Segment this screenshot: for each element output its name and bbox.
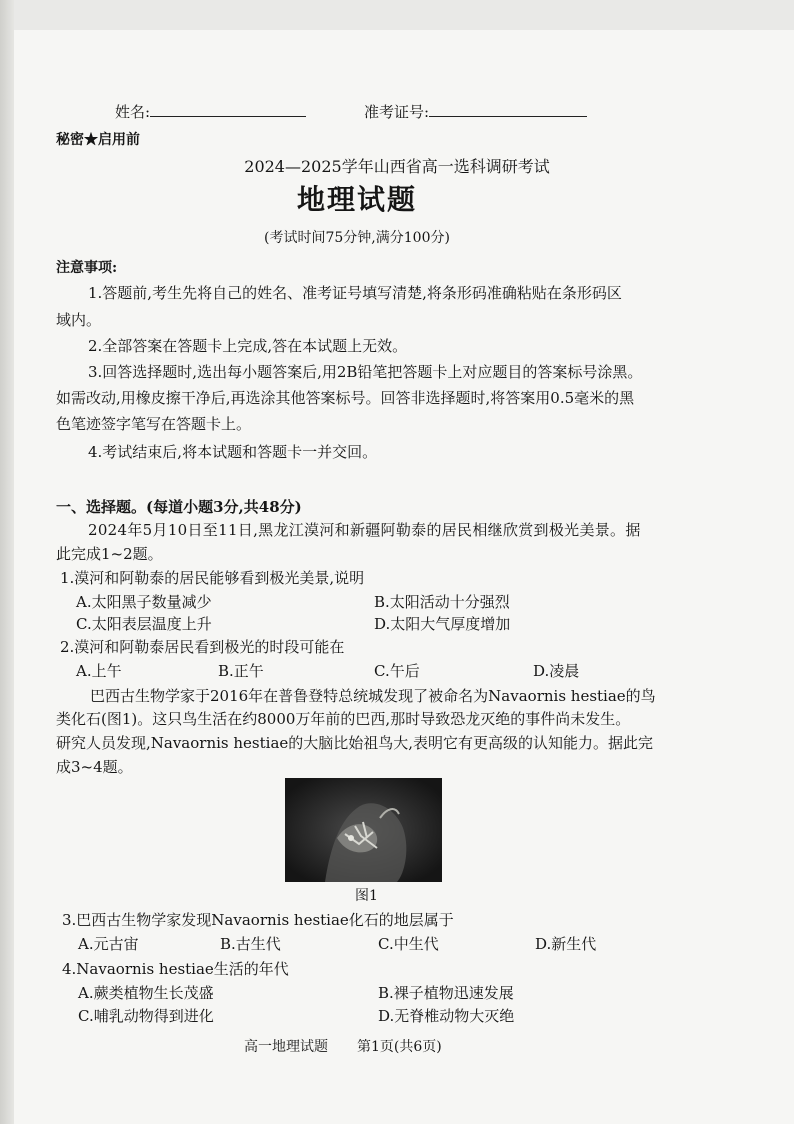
question-3-option-a: A.元古宙: [78, 935, 139, 953]
question-2-stem: 2.漠河和阿勒泰居民看到极光的时段可能在: [60, 638, 345, 656]
passage-2-line-3: 研究人员发现,Navaornis hestiae的大脑比始祖鸟大,表明它有更高级的认知能力。据此完: [56, 734, 654, 752]
question-2-option-a: A.上午: [76, 662, 122, 680]
notes-heading: 注意事项:: [56, 260, 118, 276]
question-2-option-c: C.午后: [374, 662, 420, 680]
id-blank: [429, 102, 587, 117]
fossil-photo: [285, 778, 442, 882]
name-blank: [150, 102, 306, 117]
name-field: [115, 102, 306, 122]
exam-title: 2024—2025学年山西省高一选科调研考试: [244, 157, 550, 176]
subject-title: 地理试题: [296, 183, 417, 216]
passage-2-line-2: 类化石(图1)。这只鸟生活在约8000万年前的巴西,那时导致恐龙灭绝的事件尚未发生。: [56, 710, 631, 728]
question-1-option-c: C.太阳表层温度上升: [76, 615, 212, 633]
note-2: 2.全部答案在答题卡上完成,答在本试题上无效。: [88, 337, 408, 355]
question-2-option-d: D.凌晨: [533, 662, 580, 680]
note-1-line-1: 1.答题前,考生先将自己的姓名、准考证号填写清楚,将条形码准确粘贴在条形码区: [88, 284, 622, 302]
id-label: 准考证号:: [364, 103, 430, 121]
note-4: 4.考试结束后,将本试题和答题卡一并交回。: [88, 443, 378, 461]
question-3-stem: 3.巴西古生物学家发现Navaornis hestiae化石的地层属于: [62, 911, 454, 929]
question-4-option-b: B.裸子植物迅速发展: [378, 984, 514, 1002]
question-4-option-d: D.无脊椎动物大灭绝: [378, 1007, 515, 1025]
passage-2-line-1: 巴西古生物学家于2016年在普鲁登特总统城发现了被命名为Navaornis hestiae的鸟: [90, 687, 656, 705]
section-heading: 一、选择题。(每道小题3分,共48分): [56, 498, 302, 516]
figure-caption: 图1: [355, 888, 378, 904]
passage-1-line-2: 此完成1~2题。: [56, 545, 163, 563]
question-3-option-b: B.古生代: [220, 935, 281, 953]
question-1-stem: 1.漠河和阿勒泰的居民能够看到极光美景,说明: [60, 569, 365, 587]
time-note: (考试时间75分钟,满分100分): [264, 230, 450, 246]
passage-2-line-4: 成3~4题。: [56, 758, 133, 776]
footer-page-number: 第1页(共6页): [357, 1039, 442, 1055]
name-label: 姓名:: [115, 103, 151, 121]
passage-1-line-1: 2024年5月10日至11日,黑龙江漠河和新疆阿勒泰的居民相继欣赏到极光美景。据: [88, 521, 641, 539]
note-3-line-2: 如需改动,用橡皮擦干净后,再选涂其他答案标号。回答非选择题时,将答案用0.5毫米的黑: [56, 389, 635, 407]
question-3-option-c: C.中生代: [378, 935, 439, 953]
note-1-line-2: 域内。: [56, 311, 102, 329]
question-3-option-d: D.新生代: [535, 935, 597, 953]
confidential-mark: 秘密★启用前: [56, 132, 140, 148]
question-4-stem: 4.Navaornis hestiae生活的年代: [62, 960, 289, 978]
question-1-option-d: D.太阳大气厚度增加: [374, 615, 511, 633]
id-field: [364, 102, 587, 122]
question-2-option-b: B.正午: [218, 662, 264, 680]
question-4-option-c: C.哺乳动物得到进化: [78, 1007, 214, 1025]
question-4-option-a: A.蕨类植物生长茂盛: [78, 984, 214, 1002]
question-1-option-a: A.太阳黑子数量减少: [76, 593, 212, 611]
note-3-line-3: 色笔迹签字笔写在答题卡上。: [56, 415, 252, 433]
question-1-option-b: B.太阳活动十分强烈: [374, 593, 510, 611]
note-3-line-1: 3.回答选择题时,选出每小题答案后,用2B铅笔把答题卡上对应题目的答案标号涂黑。: [88, 363, 643, 381]
footer-subject: 高一地理试题: [244, 1039, 328, 1055]
